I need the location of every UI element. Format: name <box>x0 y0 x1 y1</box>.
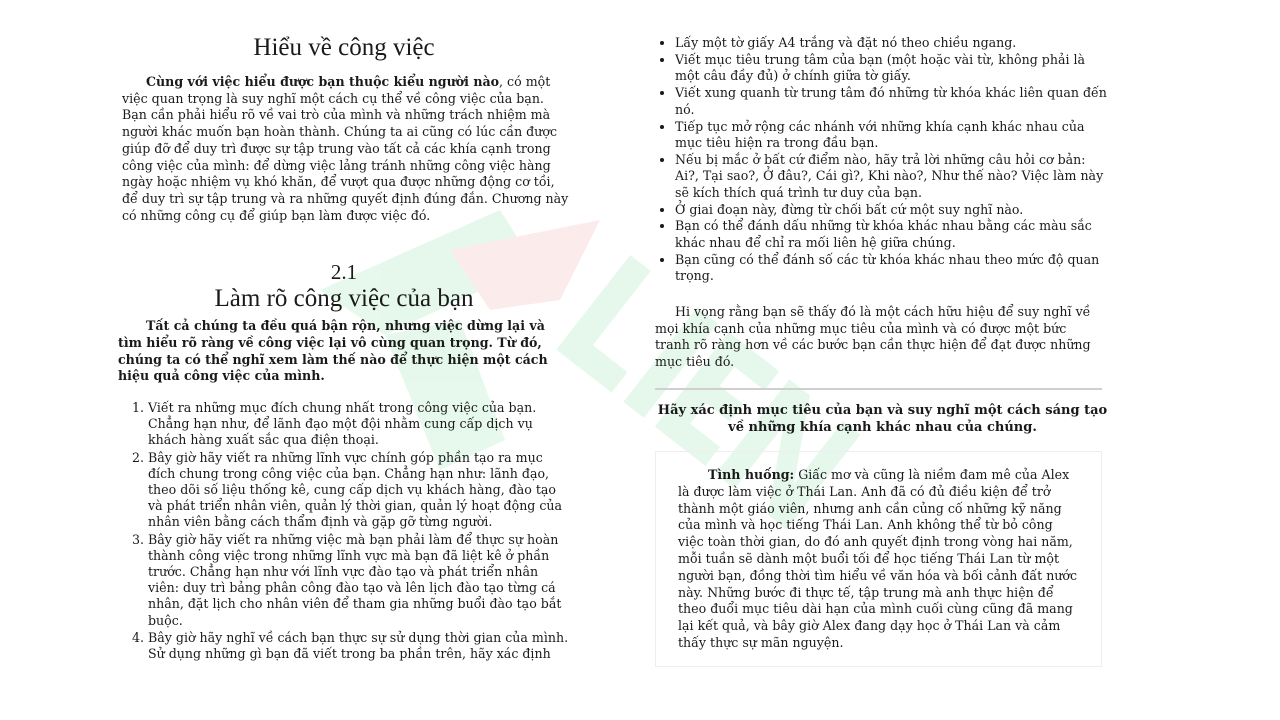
case-study-text <box>678 467 1079 652</box>
intro-bold-phrase: Cùng với việc hiểu được bạn thuộc kiểu người nào <box>146 74 500 89</box>
list-item: 2. Bây giờ hãy viết ra những lĩnh vực chính góp phần tạo ra mục đích chung trong công việc của bạn. Chẳng hạn như: lãnh đạo, theo dõi số liệu thống kê, cung cấp dịch vụ khách hàng, đào tạo và phát triển nhân viên, quản lý thời gian, quản lý hoạt động của nhân viên bằng cách thẩm định và gặp gỡ từng người. <box>148 450 570 531</box>
mind-map-steps <box>655 35 1110 285</box>
list-item: 4. Bây giờ hãy nghĩ về cách bạn thực sự sử dụng thời gian của mình. Sử dụng những gì bạn đã viết trong ba phần trên, hãy xác định <box>148 630 570 662</box>
list-item: • Viết mục tiêu trung tâm của bạn (một hoặc vài từ, không phải là một câu đầy đủ) ở chính giữa tờ giấy. <box>675 52 1110 85</box>
list-item: • Bạn cũng có thể đánh số các từ khóa khác nhau theo mức độ quan trọng. <box>675 252 1110 285</box>
list-item: 1. Viết ra những mục đích chung nhất trong công việc của bạn. Chẳng hạn như, để lãnh đạo một đội nhằm cung cấp dịch vụ khách hàng xuất sắc qua điện thoại. <box>148 400 570 449</box>
closing-paragraph: Hi vọng rằng bạn sẽ thấy đó là một cách hữu hiệu để suy nghĩ về mọi khía cạnh của những mục tiêu của mình và có được một bức tranh rõ ràng hơn về các bước bạn cần thực hiện để đạt được những mục tiêu đó. <box>655 304 1091 370</box>
case-study-body: Giấc mơ và cũng là niềm đam mê của Alex là được làm việc ở Thái Lan. Anh đã có đủ điều kiện để trở thành một giáo viên, nhưng anh cần củng cố những kỹ năng của mình và học tiếng Thái Lan. Anh không thể từ bỏ công việc toàn thời gian, do đó anh quyết định trong vòng hai năm, mỗi tuần sẽ dành một buổi tối để học tiếng Thái Lan từ một người bạn, đồng thời tìm hiểu về văn hóa và bối cảnh đất nước này. Những bước đi thực tế, tập trung mà anh thực hiện để theo đuổi mục tiêu dài hạn của mình cuối cùng cũng đã mang lại kết quả, và bây giờ Alex đang dạy học ở Thái Lan và cảm thấy thực sự mãn nguyện. <box>678 467 1078 650</box>
list-item: • Tiếp tục mở rộng các nhánh với những khía cạnh khác nhau của mục tiêu hiện ra trong đầu bạn. <box>675 119 1110 152</box>
intro-paragraph <box>122 74 572 224</box>
section-lead: Tất cả chúng ta đều quá bận rộn, nhưng việc dừng lại và tìm hiểu rõ ràng về công việc lại vô cùng quan trọng. Từ đó, chúng ta có thể nghĩ xem làm thế nào để thực hiện một cách hiệu quả công việc của mình. <box>118 318 548 384</box>
list-item: • Ở giai đoạn này, đừng từ chối bất cứ một suy nghĩ nào. <box>675 202 1110 218</box>
steps-list <box>118 400 570 663</box>
list-item: 3. Bây giờ hãy viết ra những việc mà bạn phải làm để thực sự hoàn thành công việc trong những lĩnh vực mà bạn đã liệt kê ở phần trước. Chẳng hạn như với lĩnh vực đào tạo và phát triển nhân viên: duy trì bảng phân công đào tạo và lên lịch đào tạo từng cá nhân, đặt lịch cho nhân viên để tham gia những buổi đào tạo bắt buộc. <box>148 532 570 629</box>
chapter-title: Hiểu về công việc <box>253 34 435 61</box>
divider <box>655 388 1102 390</box>
section-number: 2.1 <box>330 260 358 284</box>
intro-text: , có một việc quan trọng là suy nghĩ một cách cụ thể về công việc của bạn. Bạn cần phải hiểu rõ về vai trò của mình và những trách nhiệm mà người khác muốn bạn hoàn thành. Chúng ta ai cũng có lúc cần được giúp đỡ để duy trì được sự tập trung vào tất cả các khía cạnh trong công việc của mình: để dừng việc lảng tránh những công việc hàng ngày hoặc nhiệm vụ khó khăn, để vượt qua được những động cơ tồi, để duy trì sự tập trung và ra những quyết định đúng đắn. Chương này có những công cụ để giúp bạn làm được việc đó. <box>122 74 569 223</box>
case-study-label: Tình huống: <box>708 467 795 482</box>
list-item: • Viết xung quanh từ trung tâm đó những từ khóa khác liên quan đến nó. <box>675 85 1110 118</box>
callout-text: Hãy xác định mục tiêu của bạn và suy nghĩ một cách sáng tạo về những khía cạnh khác nhau của chúng. <box>657 403 1108 435</box>
section-title: Làm rõ công việc của bạn <box>214 285 474 312</box>
list-item: • Lấy một tờ giấy A4 trắng và đặt nó theo chiều ngang. <box>675 35 1110 51</box>
list-item: • Nếu bị mắc ở bất cứ điểm nào, hãy trả lời những câu hỏi cơ bản: Ai?, Tại sao?, Ở đâu?, Cái gì?, Khi nào?, Như thế nào? Việc làm này sẽ kích thích quá trình tư duy của bạn. <box>675 152 1110 201</box>
list-item: • Bạn có thể đánh dấu những từ khóa khác nhau bằng các màu sắc khác nhau để chỉ ra mối liên hệ giữa chúng. <box>675 218 1110 251</box>
case-study-box <box>655 451 1102 667</box>
